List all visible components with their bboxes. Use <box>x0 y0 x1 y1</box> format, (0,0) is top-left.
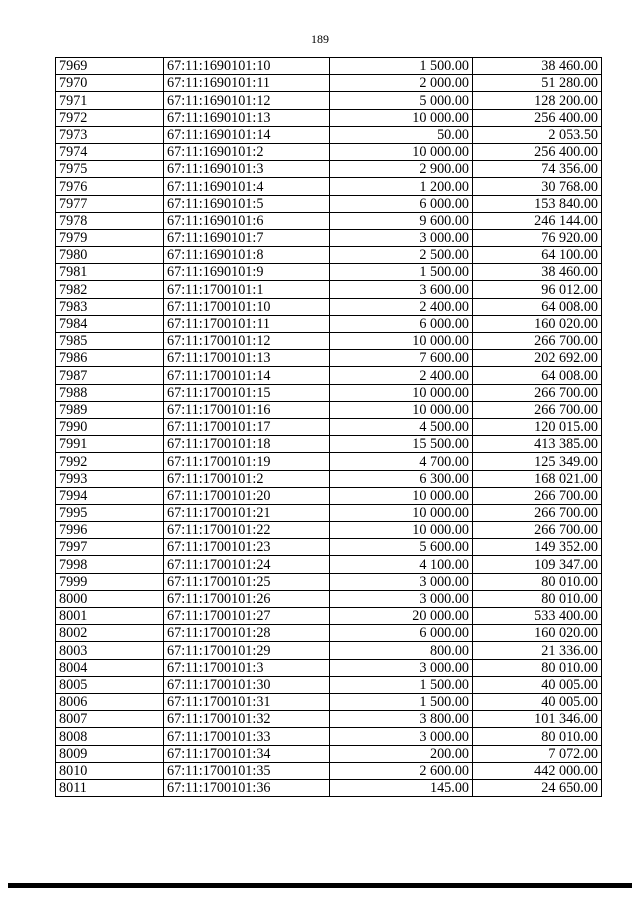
table-row <box>56 281 602 298</box>
value-cell: 76 920.00 <box>473 229 602 246</box>
cadastral-number-cell: 67:11:1700101:33 <box>164 728 330 745</box>
row-number-cell: 7983 <box>56 298 164 315</box>
table-row <box>56 590 602 607</box>
table-row <box>56 350 602 367</box>
table-row <box>56 453 602 470</box>
cadastral-number-cell: 67:11:1690101:4 <box>164 178 330 195</box>
area-cell: 7 600.00 <box>330 350 473 367</box>
table-row <box>56 75 602 92</box>
row-number-cell: 8005 <box>56 676 164 693</box>
table-row <box>56 92 602 109</box>
cadastral-number-cell: 67:11:1700101:24 <box>164 556 330 573</box>
cadastral-number-cell: 67:11:1700101:31 <box>164 693 330 710</box>
value-cell: 64 008.00 <box>473 298 602 315</box>
table-row <box>56 625 602 642</box>
bottom-rule <box>8 883 632 888</box>
table-row <box>56 711 602 728</box>
row-number-cell: 7985 <box>56 333 164 350</box>
cadastral-number-cell: 67:11:1700101:35 <box>164 762 330 779</box>
row-number-cell: 8011 <box>56 779 164 796</box>
area-cell: 1 200.00 <box>330 178 473 195</box>
table-row <box>56 229 602 246</box>
row-number-cell: 7975 <box>56 161 164 178</box>
row-number-cell: 7995 <box>56 504 164 521</box>
table-row <box>56 436 602 453</box>
value-cell: 109 347.00 <box>473 556 602 573</box>
table-row <box>56 298 602 315</box>
area-cell: 4 500.00 <box>330 418 473 435</box>
table-row <box>56 470 602 487</box>
table-row <box>56 556 602 573</box>
table-row <box>56 779 602 796</box>
value-cell: 442 000.00 <box>473 762 602 779</box>
cadastral-number-cell: 67:11:1690101:14 <box>164 126 330 143</box>
table-row <box>56 195 602 212</box>
area-cell: 10 000.00 <box>330 384 473 401</box>
cadastral-number-cell: 67:11:1690101:10 <box>164 58 330 75</box>
cadastral-number-cell: 67:11:1700101:20 <box>164 487 330 504</box>
cadastral-number-cell: 67:11:1700101:32 <box>164 711 330 728</box>
row-number-cell: 7996 <box>56 522 164 539</box>
row-number-cell: 7993 <box>56 470 164 487</box>
row-number-cell: 7997 <box>56 539 164 556</box>
table-row <box>56 745 602 762</box>
area-cell: 50.00 <box>330 126 473 143</box>
table-row <box>56 504 602 521</box>
row-number-cell: 7982 <box>56 281 164 298</box>
area-cell: 10 000.00 <box>330 333 473 350</box>
cadastral-number-cell: 67:11:1700101:25 <box>164 573 330 590</box>
area-cell: 2 400.00 <box>330 298 473 315</box>
cadastral-number-cell: 67:11:1700101:13 <box>164 350 330 367</box>
value-cell: 2 053.50 <box>473 126 602 143</box>
area-cell: 3 000.00 <box>330 590 473 607</box>
table-row <box>56 109 602 126</box>
area-cell: 20 000.00 <box>330 608 473 625</box>
table-row <box>56 693 602 710</box>
row-number-cell: 7970 <box>56 75 164 92</box>
table-row <box>56 143 602 160</box>
area-cell: 10 000.00 <box>330 522 473 539</box>
land-registry-table <box>55 57 602 797</box>
row-number-cell: 8007 <box>56 711 164 728</box>
row-number-cell: 7973 <box>56 126 164 143</box>
row-number-cell: 7971 <box>56 92 164 109</box>
value-cell: 24 650.00 <box>473 779 602 796</box>
area-cell: 1 500.00 <box>330 676 473 693</box>
value-cell: 80 010.00 <box>473 728 602 745</box>
table-row <box>56 161 602 178</box>
area-cell: 3 800.00 <box>330 711 473 728</box>
table-row <box>56 367 602 384</box>
table-row <box>56 333 602 350</box>
value-cell: 413 385.00 <box>473 436 602 453</box>
value-cell: 80 010.00 <box>473 659 602 676</box>
area-cell: 1 500.00 <box>330 693 473 710</box>
value-cell: 168 021.00 <box>473 470 602 487</box>
row-number-cell: 7981 <box>56 264 164 281</box>
area-cell: 145.00 <box>330 779 473 796</box>
row-number-cell: 8004 <box>56 659 164 676</box>
row-number-cell: 8008 <box>56 728 164 745</box>
area-cell: 3 000.00 <box>330 229 473 246</box>
area-cell: 2 900.00 <box>330 161 473 178</box>
value-cell: 533 400.00 <box>473 608 602 625</box>
table-row <box>56 762 602 779</box>
row-number-cell: 7977 <box>56 195 164 212</box>
cadastral-number-cell: 67:11:1700101:15 <box>164 384 330 401</box>
row-number-cell: 7987 <box>56 367 164 384</box>
value-cell: 101 346.00 <box>473 711 602 728</box>
row-number-cell: 7989 <box>56 401 164 418</box>
row-number-cell: 8006 <box>56 693 164 710</box>
row-number-cell: 7979 <box>56 229 164 246</box>
cadastral-number-cell: 67:11:1700101:30 <box>164 676 330 693</box>
cadastral-number-cell: 67:11:1700101:10 <box>164 298 330 315</box>
area-cell: 10 000.00 <box>330 504 473 521</box>
value-cell: 128 200.00 <box>473 92 602 109</box>
cadastral-number-cell: 67:11:1700101:36 <box>164 779 330 796</box>
area-cell: 6 000.00 <box>330 625 473 642</box>
area-cell: 1 500.00 <box>330 264 473 281</box>
table-row <box>56 642 602 659</box>
value-cell: 7 072.00 <box>473 745 602 762</box>
area-cell: 1 500.00 <box>330 58 473 75</box>
value-cell: 160 020.00 <box>473 315 602 332</box>
value-cell: 21 336.00 <box>473 642 602 659</box>
value-cell: 266 700.00 <box>473 504 602 521</box>
row-number-cell: 7980 <box>56 247 164 264</box>
value-cell: 266 700.00 <box>473 333 602 350</box>
value-cell: 74 356.00 <box>473 161 602 178</box>
table-row <box>56 573 602 590</box>
value-cell: 149 352.00 <box>473 539 602 556</box>
row-number-cell: 7991 <box>56 436 164 453</box>
row-number-cell: 8003 <box>56 642 164 659</box>
cadastral-number-cell: 67:11:1690101:2 <box>164 143 330 160</box>
cadastral-number-cell: 67:11:1700101:14 <box>164 367 330 384</box>
area-cell: 4 100.00 <box>330 556 473 573</box>
area-cell: 10 000.00 <box>330 143 473 160</box>
row-number-cell: 8002 <box>56 625 164 642</box>
row-number-cell: 7976 <box>56 178 164 195</box>
area-cell: 2 600.00 <box>330 762 473 779</box>
row-number-cell: 8001 <box>56 608 164 625</box>
area-cell: 4 700.00 <box>330 453 473 470</box>
table-row <box>56 418 602 435</box>
value-cell: 40 005.00 <box>473 693 602 710</box>
area-cell: 3 000.00 <box>330 728 473 745</box>
cadastral-number-cell: 67:11:1700101:3 <box>164 659 330 676</box>
value-cell: 80 010.00 <box>473 573 602 590</box>
cadastral-number-cell: 67:11:1700101:23 <box>164 539 330 556</box>
cadastral-number-cell: 67:11:1700101:2 <box>164 470 330 487</box>
value-cell: 64 100.00 <box>473 247 602 264</box>
row-number-cell: 7969 <box>56 58 164 75</box>
cadastral-number-cell: 67:11:1700101:26 <box>164 590 330 607</box>
table-row <box>56 264 602 281</box>
value-cell: 256 400.00 <box>473 143 602 160</box>
value-cell: 30 768.00 <box>473 178 602 195</box>
table-row <box>56 539 602 556</box>
row-number-cell: 7994 <box>56 487 164 504</box>
value-cell: 51 280.00 <box>473 75 602 92</box>
area-cell: 10 000.00 <box>330 401 473 418</box>
area-cell: 200.00 <box>330 745 473 762</box>
table-row <box>56 212 602 229</box>
area-cell: 6 000.00 <box>330 315 473 332</box>
value-cell: 80 010.00 <box>473 590 602 607</box>
table-body <box>56 58 602 797</box>
table-row <box>56 608 602 625</box>
area-cell: 3 000.00 <box>330 573 473 590</box>
area-cell: 3 000.00 <box>330 659 473 676</box>
value-cell: 266 700.00 <box>473 522 602 539</box>
table-row <box>56 728 602 745</box>
table-row <box>56 58 602 75</box>
cadastral-number-cell: 67:11:1700101:19 <box>164 453 330 470</box>
cadastral-number-cell: 67:11:1700101:29 <box>164 642 330 659</box>
cadastral-number-cell: 67:11:1700101:27 <box>164 608 330 625</box>
cadastral-number-cell: 67:11:1700101:21 <box>164 504 330 521</box>
row-number-cell: 7984 <box>56 315 164 332</box>
value-cell: 64 008.00 <box>473 367 602 384</box>
cadastral-number-cell: 67:11:1690101:7 <box>164 229 330 246</box>
value-cell: 246 144.00 <box>473 212 602 229</box>
area-cell: 10 000.00 <box>330 487 473 504</box>
cadastral-number-cell: 67:11:1700101:16 <box>164 401 330 418</box>
area-cell: 5 000.00 <box>330 92 473 109</box>
table-row <box>56 659 602 676</box>
row-number-cell: 8010 <box>56 762 164 779</box>
cadastral-number-cell: 67:11:1700101:1 <box>164 281 330 298</box>
cadastral-number-cell: 67:11:1690101:5 <box>164 195 330 212</box>
cadastral-number-cell: 67:11:1690101:6 <box>164 212 330 229</box>
area-cell: 2 400.00 <box>330 367 473 384</box>
value-cell: 266 700.00 <box>473 487 602 504</box>
area-cell: 2 500.00 <box>330 247 473 264</box>
cadastral-number-cell: 67:11:1690101:3 <box>164 161 330 178</box>
value-cell: 38 460.00 <box>473 264 602 281</box>
table-row <box>56 522 602 539</box>
area-cell: 10 000.00 <box>330 109 473 126</box>
row-number-cell: 8000 <box>56 590 164 607</box>
area-cell: 9 600.00 <box>330 212 473 229</box>
cadastral-number-cell: 67:11:1690101:11 <box>164 75 330 92</box>
row-number-cell: 7978 <box>56 212 164 229</box>
row-number-cell: 7974 <box>56 143 164 160</box>
value-cell: 125 349.00 <box>473 453 602 470</box>
row-number-cell: 8009 <box>56 745 164 762</box>
row-number-cell: 7986 <box>56 350 164 367</box>
area-cell: 800.00 <box>330 642 473 659</box>
cadastral-number-cell: 67:11:1700101:11 <box>164 315 330 332</box>
area-cell: 6 000.00 <box>330 195 473 212</box>
table-row <box>56 384 602 401</box>
cadastral-number-cell: 67:11:1690101:12 <box>164 92 330 109</box>
value-cell: 256 400.00 <box>473 109 602 126</box>
value-cell: 160 020.00 <box>473 625 602 642</box>
table-row <box>56 401 602 418</box>
cadastral-number-cell: 67:11:1690101:8 <box>164 247 330 264</box>
table-row <box>56 487 602 504</box>
value-cell: 120 015.00 <box>473 418 602 435</box>
row-number-cell: 7998 <box>56 556 164 573</box>
cadastral-number-cell: 67:11:1700101:28 <box>164 625 330 642</box>
area-cell: 15 500.00 <box>330 436 473 453</box>
cadastral-number-cell: 67:11:1700101:34 <box>164 745 330 762</box>
row-number-cell: 7972 <box>56 109 164 126</box>
value-cell: 96 012.00 <box>473 281 602 298</box>
value-cell: 38 460.00 <box>473 58 602 75</box>
area-cell: 5 600.00 <box>330 539 473 556</box>
table-row <box>56 247 602 264</box>
value-cell: 153 840.00 <box>473 195 602 212</box>
area-cell: 6 300.00 <box>330 470 473 487</box>
table-row <box>56 315 602 332</box>
table-row <box>56 178 602 195</box>
cadastral-number-cell: 67:11:1700101:17 <box>164 418 330 435</box>
area-cell: 2 000.00 <box>330 75 473 92</box>
cadastral-number-cell: 67:11:1700101:12 <box>164 333 330 350</box>
cadastral-number-cell: 67:11:1690101:9 <box>164 264 330 281</box>
page-number: 189 <box>311 32 329 46</box>
row-number-cell: 7992 <box>56 453 164 470</box>
area-cell: 3 600.00 <box>330 281 473 298</box>
row-number-cell: 7999 <box>56 573 164 590</box>
table-row <box>56 126 602 143</box>
cadastral-number-cell: 67:11:1700101:22 <box>164 522 330 539</box>
cadastral-number-cell: 67:11:1700101:18 <box>164 436 330 453</box>
value-cell: 40 005.00 <box>473 676 602 693</box>
value-cell: 266 700.00 <box>473 401 602 418</box>
value-cell: 266 700.00 <box>473 384 602 401</box>
value-cell: 202 692.00 <box>473 350 602 367</box>
table-row <box>56 676 602 693</box>
row-number-cell: 7990 <box>56 418 164 435</box>
cadastral-number-cell: 67:11:1690101:13 <box>164 109 330 126</box>
row-number-cell: 7988 <box>56 384 164 401</box>
